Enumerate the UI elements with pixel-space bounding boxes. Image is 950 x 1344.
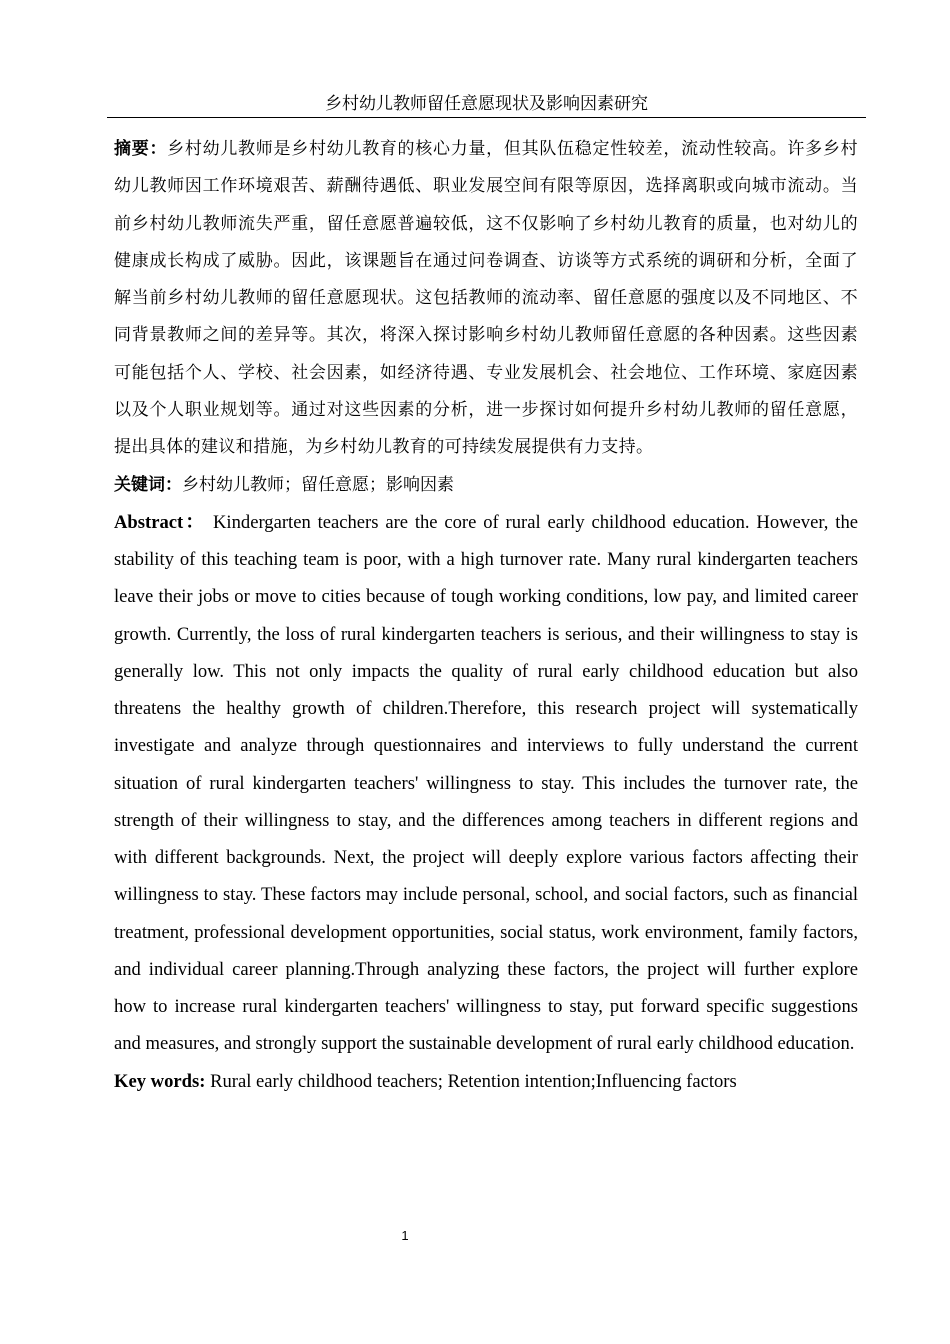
page-number: 1 — [401, 1228, 409, 1243]
abstract-en — [114, 504, 858, 1063]
keywords-zh — [114, 467, 858, 504]
keywords-zh-text: 乡村幼儿教师；留任意愿；影响因素 — [182, 474, 454, 495]
keywords-zh-label: 关键词： — [114, 474, 182, 495]
keywords-en — [114, 1063, 858, 1100]
abstract-zh-text: 乡村幼儿教师是乡村幼儿教育的核心力量，但其队伍稳定性较差，流动性较高。许多乡村幼儿教师因工作环境艰苦、薪酬待遇低、职业发展空间有限等原因，选择离职或向城市流动。当前乡村幼儿教师流失严重，留任意愿普遍较低，这不仅影响了乡村幼儿教育的质量，也对幼儿的健康成长构成了威胁。因此，该课题旨在通过问卷调查、访谈等方式系统的调研和分析，全面了解当前乡村幼儿教师的留任意愿现状。这包括教师的流动率、留任意愿的强度以及不同地区、不同背景教师之间的差异等。其次，将深入探讨影响乡村幼儿教师留任意愿的各种因素。这些因素可能包括个人、学校、社会因素，如经济待遇、专业发展机会、社会地位、工作环境、家庭因素以及个人职业规划等。通过对这些因素的分析，进一步探讨如何提升乡村幼儿教师的留任意愿，提出具体的建议和措施，为乡村幼儿教育的可持续发展提供有力支持。 — [114, 139, 858, 458]
keywords-en-text: Rural early childhood teachers; Retention intention;Influencing factors — [210, 1070, 737, 1092]
keywords-en-label: Key words: — [114, 1070, 206, 1092]
page-content — [114, 131, 858, 1100]
abstract-en-label: Abstract： — [114, 511, 207, 533]
running-title: 乡村幼儿教师留任意愿现状及影响因素研究 — [325, 94, 648, 114]
abstract-en-text: Kindergarten teachers are the core of rural early childhood education. However, the stability of this teaching team is poor, with a high turnover rate. Many rural kindergarten teachers leave their jobs or move to cities because of tough working conditions, low pay, and limited career growth. Currently, the loss of rural kindergarten teachers is serious, and their willingness to stay is generally low. This not only impacts the quality of rural early childhood education but also threatens the healthy growth of children.Therefore, this research project will systematically investigate and analyze through questionnaires and interviews to fully understand the current situation of rural kindergarten teachers' willingness to stay. This includes the turnover rate, the strength of their willingness to stay, and the differences among teachers in different regions and with different backgrounds. Next, the project will deeply explore various factors affecting their willingness to stay. These factors may include personal, school, and social factors, such as financial treatment, professional development opportunities, social status, work environment, family factors, and individual career planning.Through analyzing these factors, the project will further explore how to increase rural kindergarten teachers' willingness to stay, put forward specific suggestions and measures, and strongly support the sustainable development of rural early childhood education. — [114, 511, 858, 1055]
page-header — [107, 92, 866, 118]
abstract-zh-label: 摘要： — [114, 139, 168, 159]
abstract-zh — [114, 131, 858, 467]
